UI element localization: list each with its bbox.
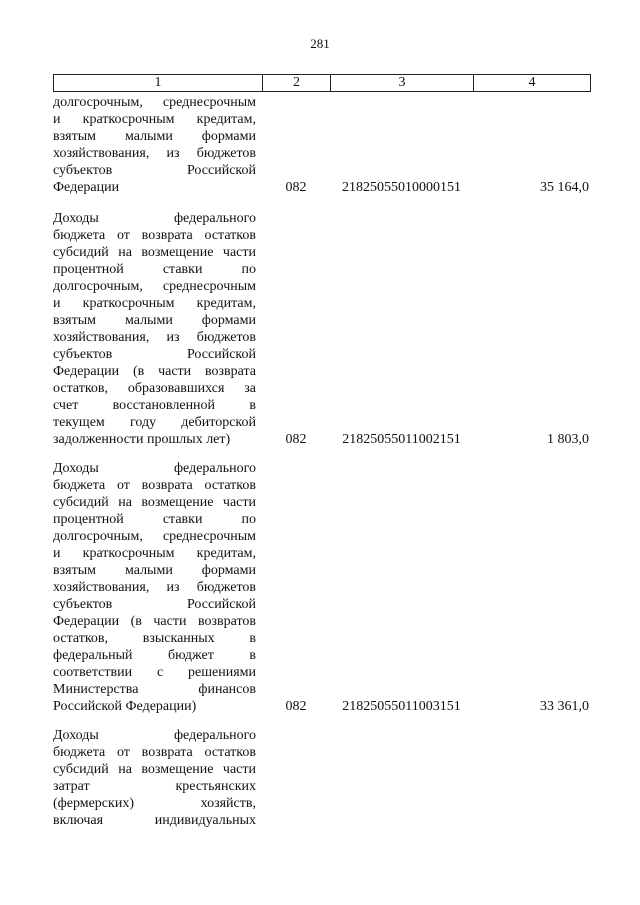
description-line: остатков, взысканных в (53, 631, 256, 646)
row-admin-code: 082 (285, 180, 307, 195)
description-line: субсидий на возмещение части (53, 762, 256, 777)
description-line: Доходы федерального (53, 211, 256, 226)
description-line: субсидий на возмещение части (53, 245, 256, 260)
description-line: (фермерских) хозяйств, (53, 796, 256, 811)
page-number: 281 (310, 36, 330, 51)
row-amount: 35 164,0 (540, 180, 589, 195)
row-admin-code: 082 (285, 699, 307, 714)
description-line: взятым малыми формами (53, 129, 256, 144)
description-line: долгосрочным, среднесрочным (53, 279, 256, 294)
description-line: хозяйствования, из бюджетов (53, 330, 256, 345)
description-line: Федерации (53, 180, 120, 195)
row-description (53, 94, 256, 196)
description-line: субъектов Российской (53, 163, 256, 178)
header-col-1: 1 (54, 75, 263, 91)
description-line: Доходы федерального (53, 728, 256, 743)
description-line: процентной ставки по (53, 512, 256, 527)
description-line: соответствии с решениями (53, 665, 256, 680)
table-row (53, 727, 589, 829)
description-line: бюджета от возврата остатков (53, 478, 256, 493)
description-line: включая индивидуальных (53, 813, 256, 828)
description-line: и краткосрочным кредитам, (53, 546, 256, 561)
row-description (53, 727, 256, 829)
header-col-2: 2 (263, 75, 331, 91)
table-row (53, 460, 589, 715)
header-col-4: 4 (528, 75, 536, 90)
row-admin-code: 082 (285, 432, 307, 447)
header-col-3: 3 (331, 75, 474, 91)
description-line: хозяйствования, из бюджетов (53, 580, 256, 595)
description-line: бюджета от возврата остатков (53, 228, 256, 243)
row-amount: 1 803,0 (547, 432, 589, 447)
row-budget-code: 21825055011003151 (342, 699, 461, 714)
description-line: задолженности прошлых лет) (53, 432, 231, 447)
description-line: субъектов Российской (53, 347, 256, 362)
description-line: Федерации (в части возвратов (53, 614, 256, 629)
description-line: взятым малыми формами (53, 313, 256, 328)
description-line: Доходы федерального (53, 461, 256, 476)
description-line: и краткосрочным кредитам, (53, 112, 256, 127)
description-line: Министерства финансов (53, 682, 256, 697)
description-line: федеральный бюджет в (53, 648, 256, 663)
description-line: текущем году дебиторской (53, 415, 256, 430)
row-budget-code: 21825055011002151 (342, 432, 461, 447)
description-line: остатков, образовавшихся за (53, 381, 256, 396)
description-line: и краткосрочным кредитам, (53, 296, 256, 311)
description-line: субъектов Российской (53, 597, 256, 612)
description-line: бюджета от возврата остатков (53, 745, 256, 760)
description-line: хозяйствования, из бюджетов (53, 146, 256, 161)
row-description (53, 460, 256, 715)
table-row (53, 210, 589, 448)
description-line: счет восстановленной в (53, 398, 256, 413)
row-amount: 33 361,0 (540, 699, 589, 714)
row-description (53, 210, 256, 448)
description-line: долгосрочным, среднесрочным (53, 95, 256, 110)
description-line: субсидий на возмещение части (53, 495, 256, 510)
row-budget-code: 21825055010000151 (342, 180, 461, 195)
description-line: Российской Федерации) (53, 699, 197, 714)
table-header (53, 74, 591, 92)
description-line: долгосрочным, среднесрочным (53, 529, 256, 544)
table-row (53, 94, 589, 196)
description-line: Федерации (в части возврата (53, 364, 256, 379)
description-line: затрат крестьянских (53, 779, 256, 794)
description-line: процентной ставки по (53, 262, 256, 277)
description-line: взятым малыми формами (53, 563, 256, 578)
